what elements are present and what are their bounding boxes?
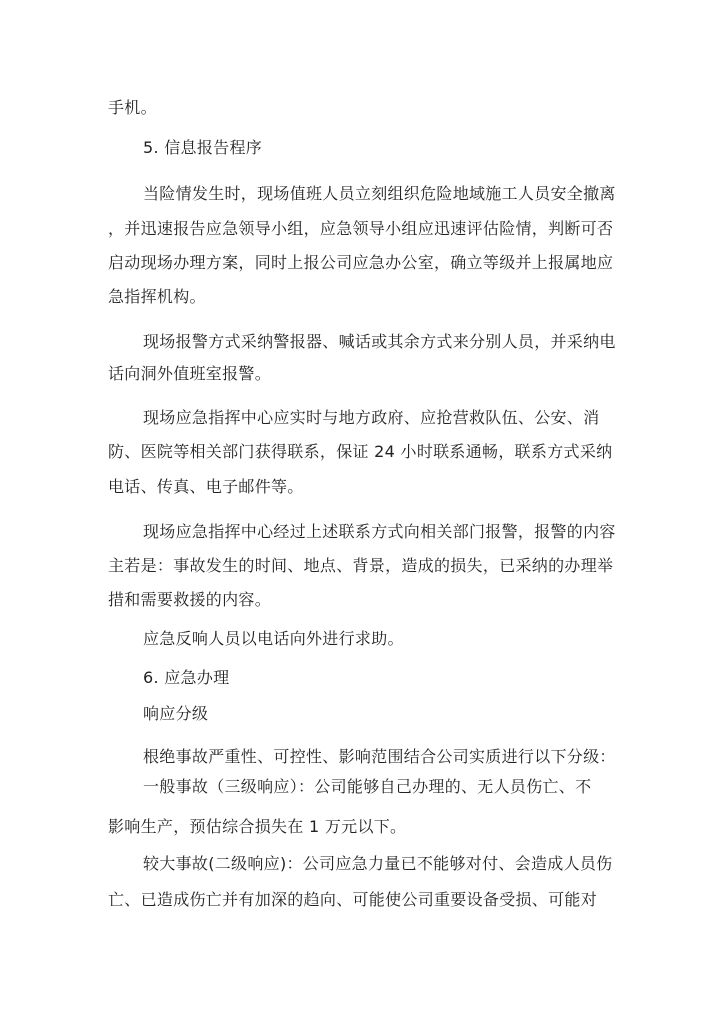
paragraph-line: 根绝事故严重性、可控性、影响范围结合公司实质进行以下分级： — [143, 747, 616, 766]
paragraph-line: 启动现场办理方案，同时上报公司应急办公室，确立等级并上报属地应 — [108, 253, 614, 272]
paragraph-line: 现场应急指挥中心经过上述联系方式向相关部门报警，报警的内容 — [143, 522, 616, 541]
section-heading-6: 6. 应急办理 — [143, 668, 230, 687]
paragraph-line: 电话、传真、电子邮件等。 — [108, 477, 304, 496]
paragraph-line: ，并迅速报告应急领导小组，应急领导小组应迅速评估险情，判断可否 — [108, 219, 614, 238]
paragraph-line: 较大事故(二级响应)：公司应急力量已不能够对付、会造成人员伤 — [143, 854, 613, 873]
paragraph-line: 应急反响人员以电话向外进行求助。 — [143, 629, 404, 648]
paragraph-line: 话向洞外值班室报警。 — [108, 364, 272, 383]
paragraph-line: 防、医院等相关部门获得联系，保证 24 小时联系通畅，联系方式采纳 — [108, 442, 613, 461]
text-line-continuation: 手机。 — [108, 98, 157, 117]
subheading-response-levels: 响应分级 — [143, 704, 209, 723]
paragraph-line: 一般事故（三级响应）：公司能够自己办理的、无人员伤亡、不 — [143, 777, 592, 796]
section-heading-5: 5. 信息报告程序 — [143, 138, 263, 157]
paragraph-line: 急指挥机构。 — [108, 287, 206, 306]
paragraph-line: 影响生产，预估综合损失在 1 万元以下。 — [108, 817, 407, 836]
paragraph-line: 现场应急指挥中心应实时与地方政府、应抢营救队伍、公安、消 — [143, 408, 600, 427]
paragraph-line: 现场报警方式采纳警报器、喊话或其余方式来分别人员，并采纳电 — [143, 332, 616, 351]
paragraph-line: 当险情发生时，现场值班人员立刻组织危险地域施工人员安全撤离 — [143, 184, 616, 203]
paragraph-line: 措和需要救援的内容。 — [108, 590, 272, 609]
paragraph-line: 主若是：事故发生的时间、地点、背景，造成的损失，已采纳的办理举 — [108, 556, 614, 575]
paragraph-line: 亡、已造成伤亡并有加深的趋向、可能使公司重要设备受损、可能对 — [108, 890, 598, 909]
